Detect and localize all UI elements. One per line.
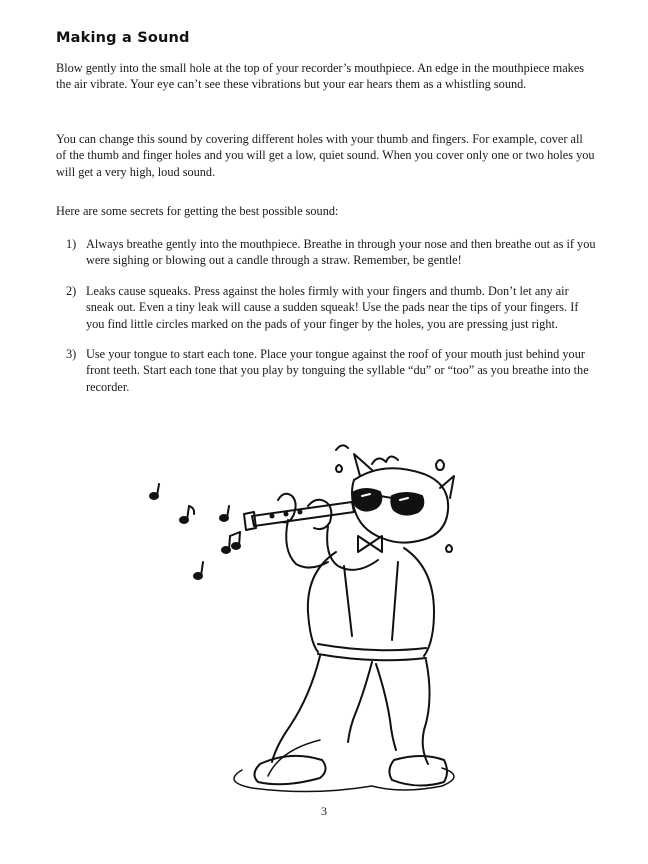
page-title: Making a Sound <box>56 30 190 46</box>
list-item-text: Leaks cause squeaks. Press against the holes firmly with your fingers and thumb. Don’t let any air sneak out. Even a tiny leak will cause a sudden squeak! Use the pads near the tips of your fingers. If you find little circles marked on the pads of your finger by the holes, you are pressing just right. <box>86 283 579 331</box>
music-notes-icon <box>150 484 240 579</box>
intro-paragraph: Blow gently into the small hole at the top of your recorder’s mouthpiece. An edge in the mouthpiece makes the air vibrate. Your eye can’t see these vibrations but your ear hears them as a whistling sound. <box>56 61 585 92</box>
holes-paragraph: You can change this sound by covering different holes with your thumb and fingers. For example, cover all of the thumb and finger holes and you will get a low, quiet sound. When you cover only one or two holes you will get a very high, loud sound. <box>56 132 595 179</box>
list-item <box>66 236 596 269</box>
list-item <box>66 346 596 395</box>
cat-playing-recorder-illustration <box>140 440 460 800</box>
list-item-text: Use your tongue to start each tone. Place your tongue against the roof of your mouth just behind your front teeth. Start each tone that you play by tonguing the syllable “du” or “too” as you breathe into the recorder. <box>86 347 589 394</box>
secrets-intro: Here are some secrets for getting the best possible sound: <box>56 204 339 218</box>
page-number: 3 <box>321 804 327 818</box>
tips-list <box>66 236 596 409</box>
list-item <box>66 283 596 332</box>
recorder-icon <box>244 502 354 530</box>
list-item-text: Always breathe gently into the mouthpiece. Breathe in through your nose and then breathe out as if you were sighing or blowing out a candle through a straw. Remember, be gentle! <box>86 237 596 268</box>
list-item-number: 2) <box>66 283 77 298</box>
list-item-number: 1) <box>66 237 77 251</box>
sunglasses-icon <box>353 489 423 515</box>
list-item-number: 3) <box>66 347 77 362</box>
